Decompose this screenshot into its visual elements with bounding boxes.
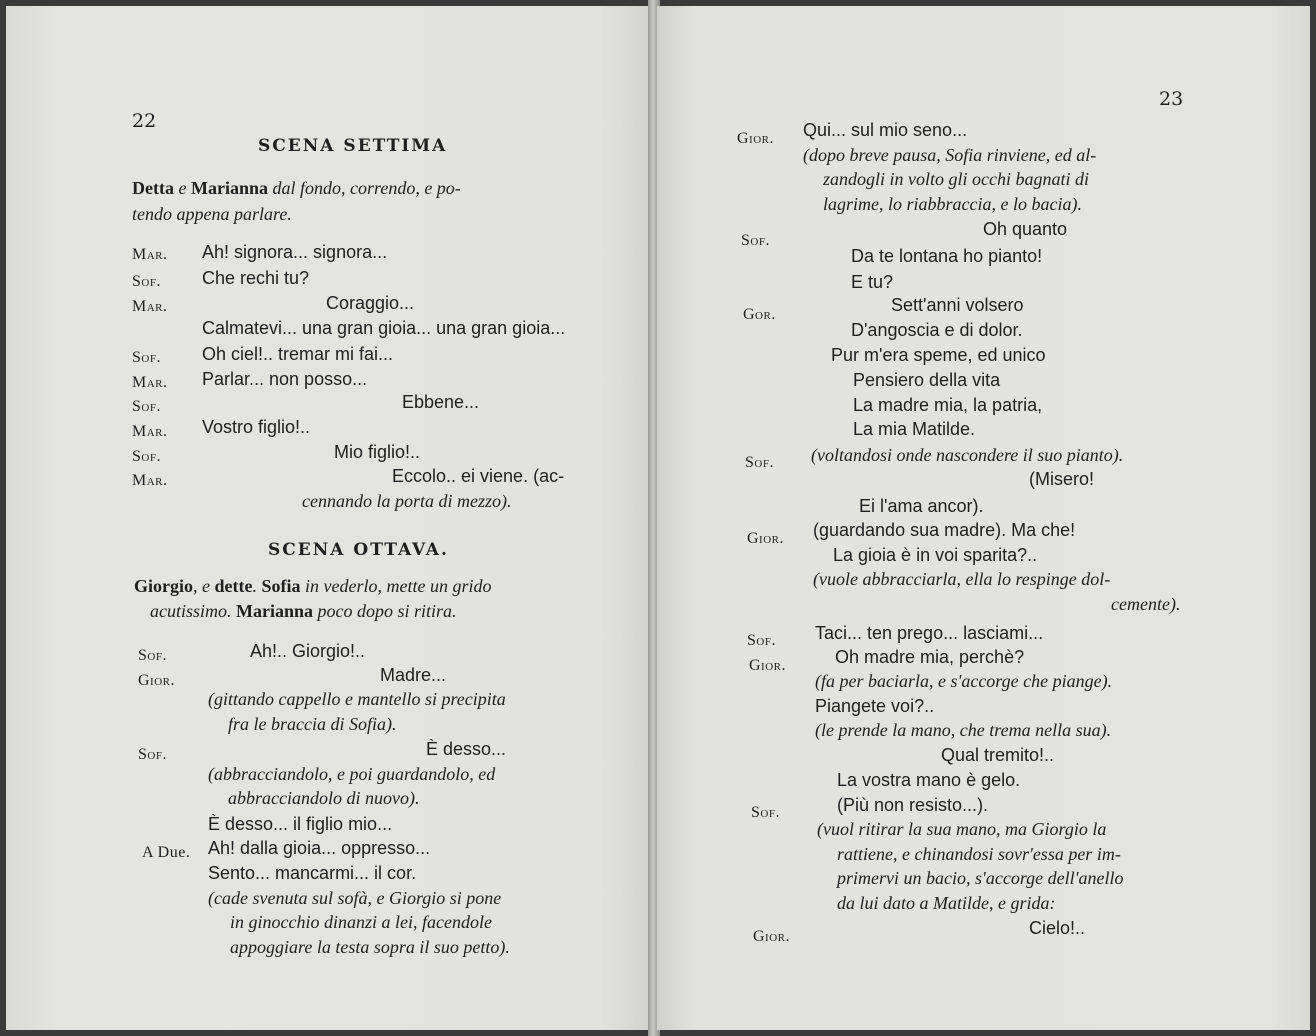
character-name: Marianna bbox=[190, 178, 268, 198]
dialogue-line: Da te lontana ho pianto! bbox=[851, 246, 1043, 266]
dialogue-line: Cielo!.. bbox=[1029, 918, 1086, 938]
speaker: Mar. bbox=[132, 374, 168, 391]
dialogue-line: Madre... bbox=[380, 665, 447, 685]
stage-direction: (le prende la mano, che trema nella sua). bbox=[815, 720, 1112, 740]
character-name: Detta bbox=[132, 178, 174, 198]
stage-direction: Giorgio, e dette. Sofia in vederlo, mette un grido bbox=[134, 576, 492, 596]
page-number: 22 bbox=[132, 110, 157, 132]
dialogue-line: È desso... bbox=[426, 739, 507, 759]
stage-direction: (dopo breve pausa, Sofia rinviene, ed al- bbox=[803, 145, 1097, 165]
dialogue-line: Qui... sul mio seno... bbox=[803, 120, 968, 140]
dialogue-line: Parlar... non posso... bbox=[202, 369, 368, 389]
scene-title: SCENA OTTAVA. bbox=[268, 540, 449, 560]
dialogue-line: Ah!.. Giorgio!.. bbox=[250, 641, 366, 661]
character-name: Sofia bbox=[261, 576, 301, 596]
stage-direction: cennando la porta di mezzo). bbox=[302, 491, 512, 511]
scene-title: SCENA SETTIMA bbox=[258, 136, 448, 156]
stage-direction: abbracciandolo di nuovo). bbox=[228, 788, 420, 808]
speaker: Sof. bbox=[741, 232, 770, 249]
speaker: Sof. bbox=[132, 273, 161, 290]
stage-direction: fra le braccia di Sofia). bbox=[228, 714, 397, 734]
dialogue-line: Ah! signora... signora... bbox=[202, 242, 388, 262]
dialogue-line: Sento... mancarmi... il cor. bbox=[208, 863, 417, 883]
page-number: 23 bbox=[1159, 88, 1184, 110]
stage-direction: (gittando cappello e mantello si precipita bbox=[208, 689, 506, 709]
stage-direction: acutissimo. Marianna poco dopo si ritira. bbox=[150, 601, 457, 621]
dialogue-line: Sett'anni volsero bbox=[891, 295, 1024, 315]
dialogue-line: La madre mia, la patria, bbox=[853, 395, 1043, 415]
dialogue-line: Vostro figlio!.. bbox=[202, 417, 311, 437]
speaker: Gior. bbox=[737, 130, 774, 147]
stage-direction: lagrime, lo riabbraccia, e lo bacia). bbox=[823, 194, 1082, 214]
dialogue-line: Eccolo.. ei viene. (ac- bbox=[392, 466, 565, 486]
dialogue-line: Pur m'era speme, ed unico bbox=[831, 345, 1046, 365]
dialogue-line: La gioia è in voi sparita?.. bbox=[833, 545, 1038, 565]
speaker: Sof. bbox=[132, 349, 161, 366]
stage-direction: tendo appena parlare. bbox=[132, 204, 292, 224]
dialogue-line: Pensiero della vita bbox=[853, 370, 1001, 390]
stage-direction: da lui dato a Matilde, e grida: bbox=[837, 893, 1056, 913]
left-page bbox=[6, 6, 651, 1030]
stage-direction: rattiene, e chinandosi sovr'essa per im- bbox=[837, 844, 1121, 864]
character-name: Marianna bbox=[236, 601, 314, 621]
speaker: Sof. bbox=[745, 454, 774, 471]
dialogue-line: Oh ciel!.. tremar mi fai... bbox=[202, 344, 394, 364]
stage-direction: (vuole abbracciarla, ella lo respinge dol- bbox=[813, 569, 1111, 589]
dialogue-line: È desso... il figlio mio... bbox=[208, 814, 393, 834]
dialogue-line: E tu? bbox=[851, 272, 894, 292]
speaker: Mar. bbox=[132, 423, 168, 440]
speaker: Mar. bbox=[132, 298, 168, 315]
character-name: Giorgio bbox=[134, 576, 193, 596]
speaker: Mar. bbox=[132, 472, 168, 489]
speaker: Sof. bbox=[138, 647, 167, 664]
dialogue-line: (Misero! bbox=[1029, 469, 1095, 489]
speaker: Sof. bbox=[132, 398, 161, 415]
speaker: Gior. bbox=[749, 657, 786, 674]
dialogue-line: Taci... ten prego... lasciami... bbox=[815, 623, 1044, 643]
speaker: Gior. bbox=[138, 672, 175, 689]
speaker: Gior. bbox=[747, 530, 784, 547]
stage-direction: cemente). bbox=[1111, 594, 1181, 614]
speaker: A Due. bbox=[142, 844, 191, 861]
dialogue-line: Che rechi tu? bbox=[202, 268, 310, 288]
stage-direction: in ginocchio dinanzi a lei, facendole bbox=[230, 912, 492, 932]
dialogue-line: (guardando sua madre). Ma che! bbox=[813, 520, 1076, 540]
speaker: Sof. bbox=[751, 804, 780, 821]
speaker: Sof. bbox=[138, 746, 167, 763]
speaker: Gior. bbox=[753, 928, 790, 945]
dialogue-line: Coraggio... bbox=[326, 293, 415, 313]
dialogue-line: Calmatevi... una gran gioia... una gran gioia... bbox=[202, 318, 566, 338]
right-page bbox=[657, 6, 1310, 1030]
stage-direction: (cade svenuta sul sofà, e Giorgio si pone bbox=[208, 888, 502, 908]
dialogue-line: Ah! dalla gioia... oppresso... bbox=[208, 838, 431, 858]
dialogue-line: D'angoscia e di dolor. bbox=[851, 320, 1023, 340]
stage-direction: Detta e Marianna dal fondo, correndo, e po- bbox=[132, 178, 461, 198]
stage-direction: (fa per baciarla, e s'accorge che piange). bbox=[815, 671, 1113, 691]
speaker: Sof. bbox=[747, 632, 776, 649]
stage-direction: (voltandosi onde nascondere il suo pianto). bbox=[811, 445, 1124, 465]
dialogue-line: Qual tremito!.. bbox=[941, 745, 1055, 765]
speaker: Gor. bbox=[743, 306, 776, 323]
stage-direction: (abbracciandolo, e poi guardandolo, ed bbox=[208, 764, 496, 784]
dialogue-line: Oh madre mia, perchè? bbox=[835, 647, 1025, 667]
stage-direction: appoggiare la testa sopra il suo petto). bbox=[230, 937, 510, 957]
dialogue-line: Piangete voi?.. bbox=[815, 696, 935, 716]
dialogue-line: (Più non resisto...). bbox=[837, 795, 989, 815]
speaker: Mar. bbox=[132, 246, 168, 263]
dialogue-line: Ei l'ama ancor). bbox=[859, 496, 984, 516]
stage-direction: zandogli in volto gli occhi bagnati di bbox=[823, 169, 1089, 189]
dialogue-line: Oh quanto bbox=[983, 219, 1068, 239]
dialogue-line: La vostra mano è gelo. bbox=[837, 770, 1021, 790]
dialogue-line: La mia Matilde. bbox=[853, 419, 976, 439]
speaker: Sof. bbox=[132, 448, 161, 465]
dialogue-line: Ebbene... bbox=[402, 392, 480, 412]
dialogue-line: Mio figlio!.. bbox=[334, 442, 421, 462]
stage-direction: (vuol ritirar la sua mano, ma Giorgio la bbox=[817, 819, 1107, 839]
stage-direction: primervi un bacio, s'accorge dell'anello bbox=[837, 868, 1124, 888]
